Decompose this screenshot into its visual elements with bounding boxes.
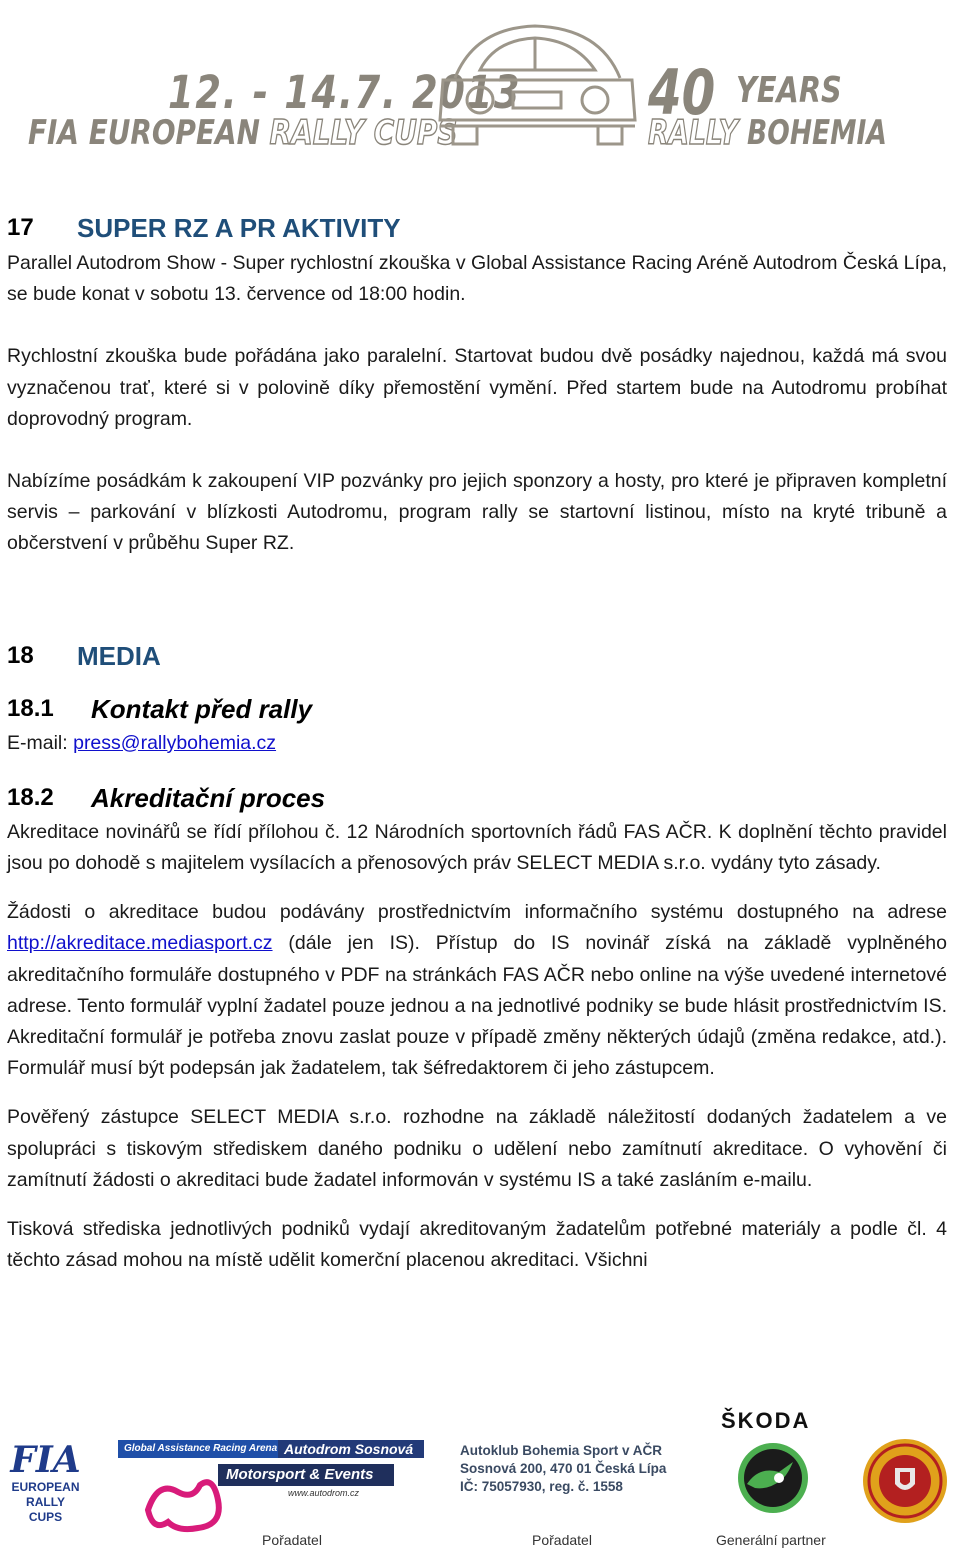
- rally-bohemia-logo: [648, 113, 887, 153]
- fia-prefix: FIA EUROPEAN: [28, 113, 260, 153]
- akl-line1: Autoklub Bohemia Sport v AČR: [460, 1443, 663, 1458]
- paragraph-text: (dále jen IS). Přístup do IS novinář získá na základě vyplněného akreditačního formuláře dostupného v PDF na stránkách FAS AČR nebo online na výše uvedené internetové adrese. Tento formulář vyplní žadatel pouze jednou a na jednotlivé podniky se bude hlásit prostřednictvím IS. Akreditační formulář je potřeba znovu zaslat pouze v případě změny některých údajů (změna redakce, atd.). Formulář musí být podepsán jak žadatelem, tak šéfredaktorem či jeho zástupcem.: [7, 932, 947, 1080]
- subsection-18-1-heading: [7, 690, 947, 728]
- email-link[interactable]: press@rallybohemia.cz: [73, 731, 277, 754]
- anniversary-word: YEARS: [736, 70, 842, 111]
- fia-letters: FIA: [10, 1439, 81, 1481]
- gar-line1: Global Assistance Racing Arena: [118, 1440, 284, 1458]
- organizer-label-1: Pořadatel: [262, 1532, 322, 1548]
- akreditace-link[interactable]: http://akreditace.mediasport.cz: [7, 932, 273, 955]
- email-label: E-mail:: [7, 731, 74, 754]
- subsection-number: 18.2: [7, 783, 54, 811]
- section-17-heading: [7, 208, 947, 248]
- fia-line1: EUROPEAN: [11, 1480, 80, 1494]
- section-number: 17: [7, 214, 34, 241]
- subsection-title: Akreditační proces: [91, 782, 326, 813]
- vintage-car-icon: [435, 8, 640, 148]
- anniversary-number: 40: [648, 56, 716, 129]
- general-partner-label: Generální partner: [716, 1532, 826, 1548]
- subsection-title: Kontakt před rally: [91, 693, 313, 724]
- fia-line2: RALLY CUPS: [26, 1495, 65, 1524]
- spacer: [7, 435, 947, 466]
- rally-bohemia-word: BOHEMIA: [747, 113, 887, 153]
- autoklub-bohemia-sport-info: [460, 1442, 690, 1496]
- email-line: [7, 728, 947, 759]
- spacer: [7, 310, 947, 341]
- organizer-label-2: Pořadatel: [532, 1532, 592, 1548]
- paragraph: Akreditace novinářů se řídí přílohou č. 12 Národních sportovních řádů FAS AČR. K doplnění těchto pravidel jsou po dohodě s majitelem vysílacích a přenosových práv SELECT MEDIA s.r.o. vydány tyto zásady.: [7, 820, 947, 875]
- paragraph: Tisková střediska jednotlivých podniků vydají akreditovaným žadatelům potřebné materiály a podle čl. 4 těchto zásad mohou na místě udělit komerční placenou akreditaci. Všichni: [7, 1218, 947, 1272]
- skoda-wordmark: ŠKODA: [721, 1408, 811, 1433]
- paragraph-text: Žádosti o akreditace budou podávány prostřednictvím informačního systému dostupného na adrese: [7, 901, 947, 924]
- gar-line2: Autodrom Sosnová: [278, 1440, 424, 1458]
- gar-web: www.autodrom.cz: [288, 1488, 360, 1498]
- spacer: [7, 1196, 947, 1214]
- motorsport-federation-seal-icon: [860, 1436, 950, 1526]
- autodrom-sosnova-logo: [118, 1440, 423, 1540]
- section-18-heading: [7, 636, 947, 676]
- section-number: 18: [7, 641, 34, 669]
- section-title: SUPER RZ A PR AKTIVITY: [77, 213, 401, 243]
- spacer: [7, 1084, 947, 1102]
- subsection-number: 18.1: [7, 694, 54, 722]
- subsection-18-2-heading: [7, 779, 947, 817]
- fia-european-rally-cups-logo: [28, 113, 457, 153]
- document-body: [7, 208, 947, 1276]
- paragraph: Nabízíme posádkám k zakoupení VIP pozvánky pro jejich sponzory a hosty, pro které je připraven kompletní servis – parkování v blízkosti Autodromu, program rally se startovní listinou, místo na kryté tribuně a občerstvení v průběhu Super RZ.: [7, 470, 947, 555]
- paragraph: Rychlostní zkouška bude pořádána jako paralelní. Startovat budou dvě posádky najednou, každá má svou vyznačenou trať, které si v polovině díky přemostění vymění. Před startem bude na Autodromu probíhat doprovodný program.: [7, 345, 947, 430]
- event-dates: 12. - 14.7. 2013: [168, 66, 522, 119]
- spacer: [7, 560, 947, 624]
- skoda-logo-icon: [735, 1440, 811, 1516]
- paragraph: [7, 897, 947, 1084]
- fia-european-rally-cups-footer-logo: [8, 1440, 83, 1525]
- paragraph: Parallel Autodrom Show - Super rychlostní zkouška v Global Assistance Racing Aréně Autodrom Česká Lípa, se bude konat v sobotu 13. července od 18:00 hodin.: [7, 252, 947, 306]
- gar-line3: Motorsport & Events: [218, 1464, 394, 1486]
- header-banner: [0, 0, 960, 165]
- akl-line3: IČ: 75057930, reg. č. 1558: [460, 1479, 623, 1494]
- section-title: MEDIA: [77, 640, 161, 671]
- fia-outline: RALLY CUPS: [269, 113, 458, 153]
- race-track-icon: [138, 1470, 248, 1538]
- spacer: [7, 879, 947, 897]
- sponsor-footer: [0, 1400, 960, 1556]
- rally-outline: RALLY: [648, 113, 738, 153]
- paragraph: Pověřený zástupce SELECT MEDIA s.r.o. rozhodne na základě náležitostí dodaných žadatelem a ve spolupráci s tiskovým střediskem daného podniku o udělení nebo zamítnutí akreditace. O vyhovění či zamítnutí žádosti o akreditaci bude žadatel informován v systému IS a také zasláním e-mailu.: [7, 1106, 947, 1191]
- akl-line2: Sosnová 200, 470 01 Česká Lípa: [460, 1461, 667, 1476]
